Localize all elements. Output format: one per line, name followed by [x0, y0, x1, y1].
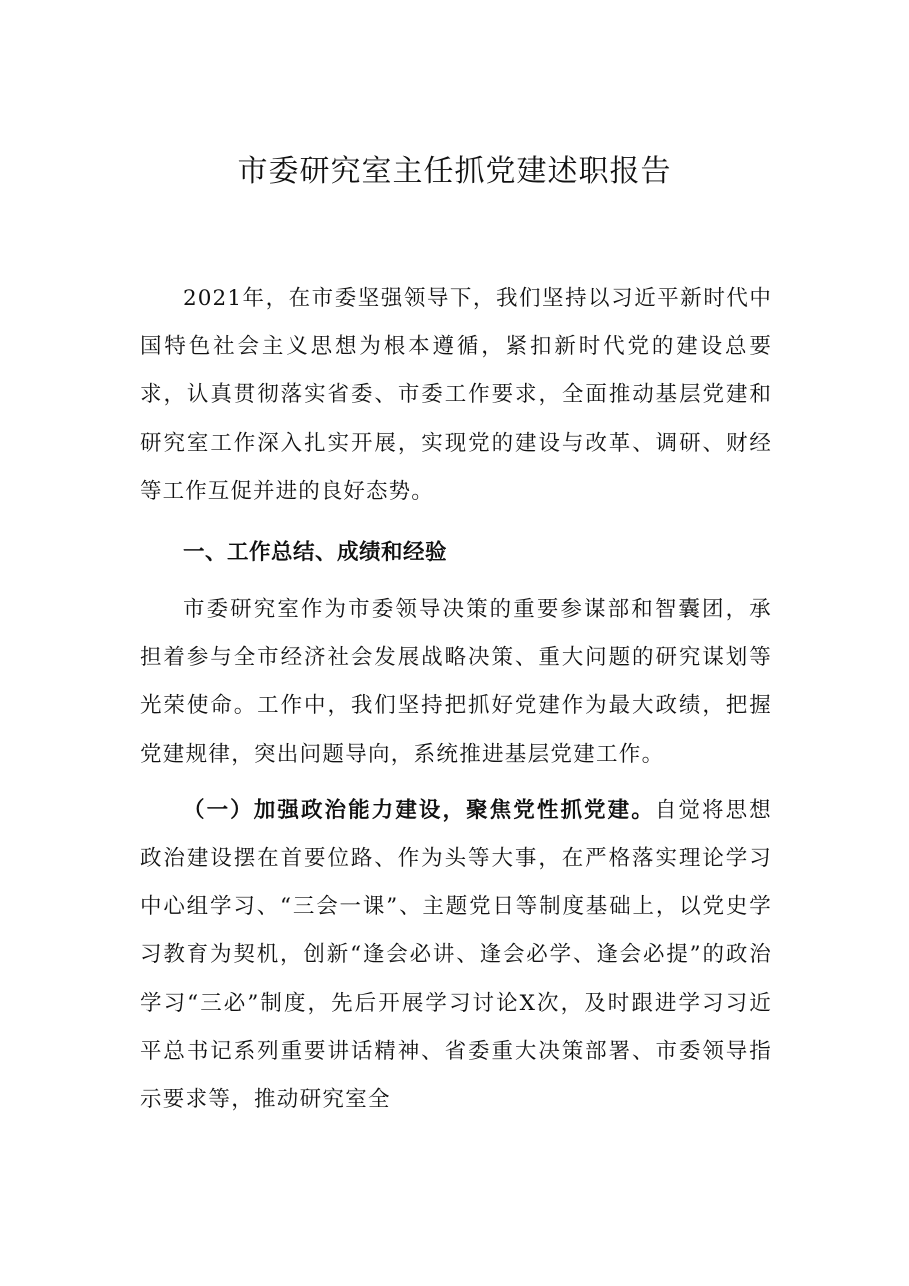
section-heading: 一、工作总结、成绩和经验	[183, 540, 448, 566]
subsection-lead: （一）加强政治能力建设，聚焦党性抓党建。	[183, 797, 655, 823]
spacer	[140, 779, 772, 787]
section-paragraph: 市委研究室作为市委领导决策的重要参谋部和智囊团，承担着参与全市经济社会发展战略决策、重大问题的研究谋划等光荣使命。工作中，我们坚持把抓好党建作为最大政绩，把握党建规律，突出问题导向，系统推进基层党建工作。	[140, 597, 772, 767]
subsection-paragraph	[140, 787, 772, 1124]
intro-paragraph: 2021年，在市委坚强领导下，我们坚持以习近平新时代中国特色社会主义思想为根本遵循，紧扣新时代党的建设总要求，认真贯彻落实省委、市委工作要求，全面推动基层党建和研究室工作深入扎实开展，实现党的建设与改革、调研、财经等工作互促并进的良好态势。	[140, 286, 772, 504]
document-body	[140, 275, 772, 1124]
subsection-text: 自觉将思想政治建设摆在首要位路、作为头等大事，在严格落实理论学习中心组学习、“三会一课”、主题党日等制度基础上，以党史学习教育为契机，创新“逢会必讲、逢会必学、逢会必提”的政治学习“三必”制度，先后开展学习讨论X次，及时跟进学习习近平总书记系列重要讲话精神、省委重大决策部署、市委领导指示要求等，推动研究室全	[140, 797, 772, 1113]
document-title: 市委研究室主任抓党建述职报告	[237, 154, 672, 189]
